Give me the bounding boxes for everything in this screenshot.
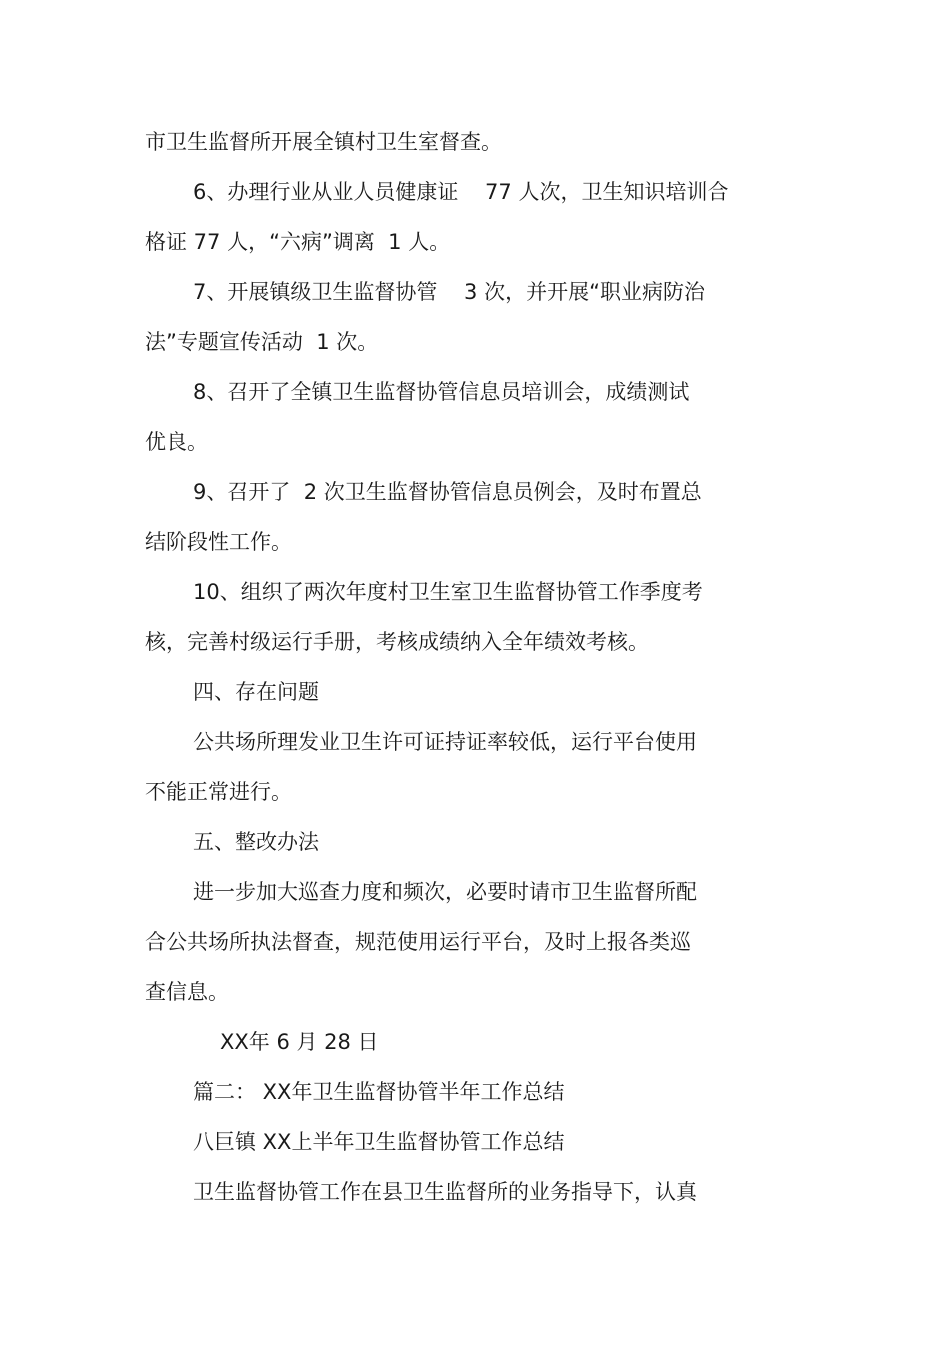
document-title: 八巨镇 XX上半年卫生监督协管工作总结	[193, 1130, 565, 1154]
section-heading: 四、存在问题	[193, 680, 319, 704]
text-line: 结阶段性工作。	[145, 530, 292, 554]
text-line: 不能正常进行。	[145, 780, 292, 804]
text-line: 查信息。	[145, 980, 229, 1004]
text-line: 市卫生监督所开展全镇村卫生室督查。	[145, 130, 502, 154]
text-line: 格证 77 人，“六病”调离 1 人。	[145, 230, 451, 254]
text-line: 进一步加大巡查力度和频次，必要时请市卫生监督所配	[193, 880, 697, 904]
text-line: 法”专题宣传活动 1 次。	[145, 330, 379, 354]
text-line: 6、办理行业从业人员健康证 77 人次，卫生知识培训合	[193, 180, 729, 204]
text-line: 9、召开了 2 次卫生监督协管信息员例会，及时布置总	[193, 480, 702, 504]
text-line: 公共场所理发业卫生许可证持证率较低，运行平台使用	[193, 730, 697, 754]
text-line: 核，完善村级运行手册，考核成绩纳入全年绩效考核。	[145, 630, 649, 654]
section-heading: 五、整改办法	[193, 830, 319, 854]
text-line: 8、召开了全镇卫生监督协管信息员培训会，成绩测试	[193, 380, 690, 404]
chapter-title: 篇二： XX年卫生监督协管半年工作总结	[193, 1080, 565, 1104]
text-line: 10、组织了两次年度村卫生室卫生监督协管工作季度考	[193, 580, 703, 604]
text-line: 卫生监督协管工作在县卫生监督所的业务指导下，认真	[193, 1180, 697, 1204]
text-line: 优良。	[145, 430, 208, 454]
text-line: 合公共场所执法督查，规范使用运行平台，及时上报各类巡	[145, 930, 691, 954]
text-line: 7、开展镇级卫生监督协管 3 次，并开展“职业病防治	[193, 280, 705, 304]
date-line: XX年 6 月 28 日	[220, 1030, 379, 1054]
